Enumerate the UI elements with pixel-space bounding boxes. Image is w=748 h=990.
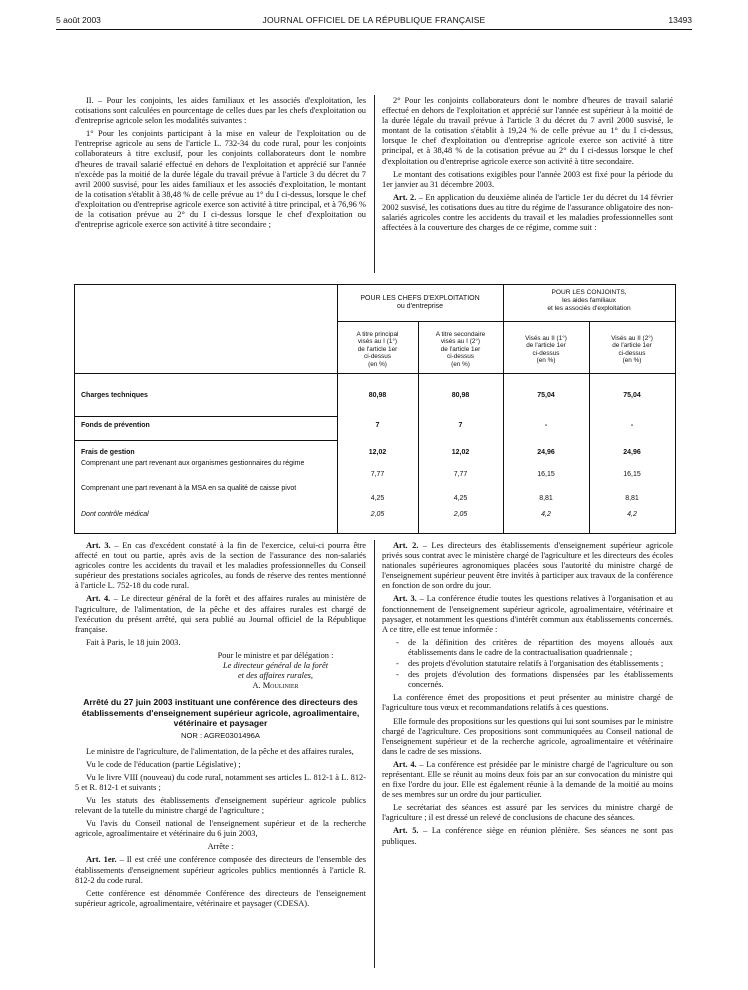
paragraph: La conférence émet des propositions et peut présenter au ministre chargé de l'agriculture tous vœux et recommandations relatifs à ces questions. — [382, 693, 673, 713]
article-1 — [75, 855, 366, 885]
table-cell: 12,02 — [368, 449, 387, 456]
table-cell: 8,81 — [625, 495, 639, 502]
paragraph: Le secrétariat des séances est assuré par les services du ministre chargé de l'agriculture ; il est dressé un relevé de conclusions de chacune des séances. — [382, 803, 673, 823]
paragraph: Vu les statuts des établissements d'enseignement supérieur agricole publics relevant de la tutelle du ministre chargé de l'agriculture ; — [75, 796, 366, 816]
table-cell: 4,25 — [453, 495, 468, 502]
paragraph: II. – Pour les conjoints, les aides familiaux et les associés d'exploitation, les cotisations sont calculées en pourcentage de celles dues par les chefs d'exploitation ou d'entreprise agricole selon les modalités suivantes : — [75, 96, 366, 126]
table-cell: 4,2 — [627, 511, 637, 518]
table-cell: 4,2 — [541, 511, 551, 518]
table-row-label: Comprenant une part revenant à la MSA en sa qualité de caisse pivot — [81, 485, 297, 492]
table-cell: 7 — [375, 422, 380, 429]
table-cell: 80,98 — [368, 392, 387, 399]
article-2 — [382, 193, 673, 233]
article-label: Art. 5. — [393, 826, 419, 836]
table-cell: - — [630, 422, 634, 429]
nor-reference: NOR : AGRE0301496A — [181, 730, 260, 740]
paragraph: 1° Pour les conjoints participant à la mise en valeur de l'exploitation ou de l'entreprise agricole au sens de l'article L. 732-34 du code rural, pour les conjoints collaborateurs à titre exclusif, pour les conjoints collaborateurs dont le nombre d'heures de travail salarié effectué en dehors de l'exploitation et apprécié sur l'année n'excède pas la moitié de la durée légale du travail prévue à l'article 3 du décret du 7 avril 2000 susvisé, pour les aides familiaux et les associés d'exploitation, le montant de la cotisation s'établit à 38,48 % de celle prévue au 1° du I ci-dessus, lorsque le chef d'exploitation ou d'entreprise agricole exerce son activité à titre principal, et à 76,96 % de la cotisation prévue au 2° du I ci-dessus lorsque le chef d'exploitation ou d'entreprise agricole exerce son activité à titre secondaire ; — [75, 129, 366, 230]
paragraph: 2° Pour les conjoints collaborateurs dont le nombre d'heures de travail salarié effectué en dehors de l'exploitation et apprécié sur l'année est supérieur à la moitié de la durée légale du travail prévue à l'article 3 du décret du 7 avril 2000 susvisé, le montant de la cotisation s'établit à 19,24 % de celle prévue au 1° du I ci-dessus, lorsque le chef d'exploitation ou d'entreprise agricole exerce son activité à titre principal, et à 38,48 % de la cotisation prévue au 2° du I ci-dessus lorsque le chef d'exploitation ou d'entreprise agricole exerce son activité à titre secondaire. — [382, 96, 673, 166]
table-cell: 2,05 — [453, 511, 468, 518]
article-label: Art. 3. — [86, 541, 111, 550]
arrete-heading: Arrête : — [207, 842, 234, 852]
bottom-left-column — [75, 541, 366, 912]
table-cell: 24,96 — [537, 449, 555, 456]
paragraph: Vu le livre VIII (nouveau) du code rural, notamment ses articles L. 812-1 à L. 812-5 et R. 812-1 et suivants ; — [75, 772, 366, 792]
list-item: - des projets d'évolution des formations dispensées par les établissements concernés. — [408, 670, 673, 690]
table-cell: 2,05 — [370, 511, 385, 518]
article-text: – En cas d'excédent constaté à la fin de l'exercice, celui-ci pourra être affecté en tout ou partie, après avis de la section de l'assurance des non-salariés agricoles contre les accidents du travail et les maladies professionnelles du Conseil supérieur des prestations sociales agricoles, au fonds de réserve des rentes mentionné à l'article L. 752-18 du code rural. — [75, 541, 366, 591]
article-label: Art. 2. — [393, 192, 417, 202]
article-text: – Le directeur général de la forêt et des affaires rurales au ministère de l'agriculture, de l'alimentation, de la pêche et des affaires rurales est chargé de l'exécution du présent arrêté, qui sera publié au Journal officiel de la République française. — [75, 594, 366, 634]
column-group-spouses: POUR LES CONJOINTS, les aides familiaux et les associés d'exploitation — [547, 289, 631, 312]
paragraph: Le montant des cotisations exigibles pour l'année 2003 est fixé pour la période du 1er janvier au 31 décembre 2003. — [382, 169, 673, 189]
signatory-name: A. Moulinier — [252, 681, 299, 691]
bottom-right-column — [382, 541, 673, 850]
table-cell: 8,81 — [539, 495, 553, 502]
signature-line: Le directeur général de la forêt — [222, 661, 329, 671]
article-text: – Il est créé une conférence composée des directeurs de l'ensemble des établissements d'enseignement supérieur agricoles publics mentionnés à l'article R. 812-2 du code rural. — [75, 855, 367, 885]
article-4 — [75, 594, 366, 634]
column-header: A titre principal visés au I (1°) de l'article 1er ci-dessus (en %) — [356, 331, 399, 368]
table-row-label: Dont contrôle médical — [81, 511, 149, 518]
table-divider — [75, 373, 675, 374]
signature-line: et des affaires rurales, — [237, 671, 314, 681]
list-item: - des projets d'évolution statutaire relatifs à l'organisation des établissements ; — [408, 659, 673, 669]
header-date: 5 août 2003 — [56, 15, 101, 25]
table-cell: 16,15 — [537, 471, 555, 478]
table-cell: 7,77 — [453, 471, 468, 478]
table-cell: 4,25 — [370, 495, 385, 502]
top-right-column — [382, 96, 673, 236]
page-header — [56, 15, 692, 30]
article-label: Art. 4. — [393, 759, 417, 769]
header-page-number: 13493 — [668, 15, 692, 25]
header-journal-title: JOURNAL OFFICIEL DE LA RÉPUBLIQUE FRANÇAISE — [262, 15, 486, 25]
table-divider — [337, 321, 675, 322]
signature-line: Pour le ministre et par délégation : — [217, 650, 334, 660]
article-5 — [382, 826, 673, 846]
list-item: - de la définition des critères de répartition des moyens alloués aux établissements dans le cadre de la contractualisation quadriennale ; — [408, 638, 673, 658]
article-text: – En application du deuxième alinéa de l'article 1er du décret du 14 février 2002 susvisé, les cotisations dues au titre du régime de l'assurance obligatoire des non-salariés agricoles contre les accidents du travail et les maladies professionnelles sont affectées à la couverture des charges de ce régime, comme suit : — [382, 192, 673, 233]
row-divider — [75, 440, 337, 441]
column-separator-top — [374, 95, 375, 273]
article-2 — [382, 541, 673, 591]
table-row-label: Comprenant une part revenant aux organismes gestionnaires du régime — [81, 460, 305, 467]
column-header: Visés au II (1°) de l'article 1er ci-dessus (en %) — [525, 335, 567, 365]
article-text: – La conférence siège en réunion plénière. Ses séances ne sont pas publiques. — [382, 826, 673, 846]
article-label: Art. 1er. — [86, 855, 117, 865]
article-3 — [382, 594, 673, 634]
column-group-heads: POUR LES CHEFS D'EXPLOITATION ou d'entreprise — [360, 295, 480, 310]
article-3 — [75, 541, 366, 591]
table-cell: 7,77 — [370, 471, 385, 478]
table-cell: 80,98 — [451, 392, 470, 399]
table-row-label: Frais de gestion — [81, 449, 135, 456]
column-header: A titre secondaire visés au I (2°) de l'article 1er ci-dessus (en %) — [435, 331, 486, 368]
row-divider — [75, 416, 337, 417]
table-cell: - — [544, 422, 548, 429]
table-cell: 75,04 — [623, 392, 641, 399]
paragraph: Vu l'avis du Conseil national de l'enseignement supérieur et de la recherche agricole, agroalimentaire et vétérinaire du 6 juin 2003, — [75, 819, 366, 839]
paragraph: Elle formule des propositions sur les questions qui lui sont soumises par le ministre chargé de l'agriculture. Ces propositions sont communiquées au Conseil national de l'enseignement supérieur et de la recherche agricole, agroalimentaire et vétérinaire dans le cadre de ses missions. — [382, 716, 673, 756]
table-cell: 75,04 — [537, 392, 555, 399]
article-text: – La conférence étudie toutes les questions relatives à l'organisation et au fonctionnement de l'enseignement supérieur agricole, agroalimentaire, vétérinaire et paysager, et notamment les questions d'intérêt commun aux établissements concernés. A ce titre, elle est tenue informée : — [382, 594, 673, 634]
table-cell: 24,96 — [623, 449, 641, 456]
table-row-label: Charges techniques — [81, 392, 148, 399]
article-label: Art. 3. — [393, 594, 417, 604]
column-separator-bottom — [374, 540, 375, 968]
contribution-allocation-table — [74, 284, 676, 534]
paragraph: Vu le code de l'éducation (partie Législative) ; — [86, 759, 241, 769]
article-label: Art. 2. — [393, 541, 419, 550]
article-4 — [382, 760, 673, 800]
paragraph: Cette conférence est dénommée Conférence des directeurs de l'enseignement supérieur agricole, agroalimentaire, vétérinaire et paysager (CDESA). — [75, 888, 366, 908]
article-text: – Les directeurs des établissements d'enseignement supérieur agricole privés sous contrat avec le ministère chargé de l'agriculture et les directeurs des écoles nationales supérieures agronomiques placées sous l'autorité du ministre chargé de l'enseignement supérieur peuvent être invités à participer aux travaux de la conférence en fonction de son ordre du jour. — [382, 541, 673, 591]
table-cell: 12,02 — [451, 449, 470, 456]
decree-title: Arrêté du 27 juin 2003 instituant une conférence des directeurs des établissements d'enseignement supérieur agricole, agroalimentaire, vétérinaire et paysager — [81, 697, 360, 729]
column-header: Visés au II (2°) de l'article 1er ci-dessus (en %) — [611, 335, 653, 365]
table-cell: 7 — [458, 422, 463, 429]
information-list — [382, 638, 673, 690]
table-row-label: Fonds de prévention — [81, 422, 150, 429]
article-label: Art. 4. — [86, 594, 111, 604]
paragraph: Le ministre de l'agriculture, de l'alimentation, de la pêche et des affaires rurales, — [86, 746, 354, 756]
top-left-column — [75, 96, 366, 233]
signature-date: Fait à Paris, le 18 juin 2003. — [86, 637, 181, 647]
table-cell: 16,15 — [623, 471, 641, 478]
article-text: – La conférence est présidée par le ministre chargé de l'agriculture ou son représentant. Elle se réunit au moins deux fois par an sur convocation du ministre qui en fixe l'ordre du jour. Elle est également réunie à la demande de la moitié au moins de ses membres sur un ordre du jour particulier. — [382, 759, 673, 800]
